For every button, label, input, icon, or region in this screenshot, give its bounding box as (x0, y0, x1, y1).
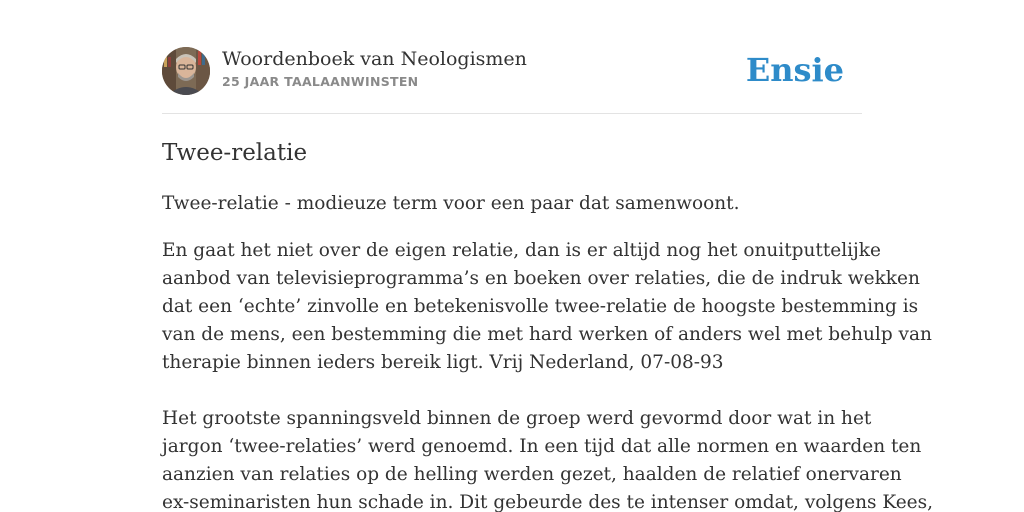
entry-definition: Twee-relatie - modieuze term voor een paar dat samenwoont. (162, 193, 740, 214)
quote-line: therapie binnen ieders bereik ligt. Vrij Nederland, 07-08-93 (162, 352, 724, 373)
site-title[interactable]: Woordenboek van Neologismen (222, 48, 527, 70)
ensie-logo[interactable]: Ensie (745, 51, 844, 89)
paragraph-gap (162, 377, 862, 405)
header-divider (162, 113, 862, 114)
quote-line: jargon ‘twee-relaties’ werd genoemd. In een tijd dat alle normen en waarden ten (162, 436, 922, 457)
site-subtitle: 25 JAAR TAALAANWINSTEN (222, 74, 419, 89)
quote-line: aanzien van relaties op de helling werden gezet, haalden de relatief onervaren (162, 464, 902, 485)
quote-line: Het grootste spanningsveld binnen de groep werd gevormd door wat in het (162, 408, 872, 429)
author-avatar[interactable] (162, 47, 210, 95)
quote-line: dat een ‘echte’ zinvolle en betekenisvolle twee-relatie de hoogste bestemming is (162, 296, 919, 317)
quote-line: van de mens, een bestemming die met hard werken of anders wel met behulp van (162, 324, 932, 345)
entry-quotes (162, 237, 934, 512)
entry-title: Twee-relatie (162, 140, 308, 166)
quote-line: ex-seminaristen hun schade in. Dit gebeurde des te intenser omdat, volgens Kees, (162, 492, 934, 512)
quote-line: aanbod van televisieprogramma’s en boeken over relaties, die de indruk wekken (162, 268, 920, 289)
quote-line: En gaat het niet over de eigen relatie, dan is er altijd nog het onuitputtelijke (162, 240, 881, 261)
avatar-portrait-image (162, 47, 210, 95)
site-header (162, 47, 862, 95)
